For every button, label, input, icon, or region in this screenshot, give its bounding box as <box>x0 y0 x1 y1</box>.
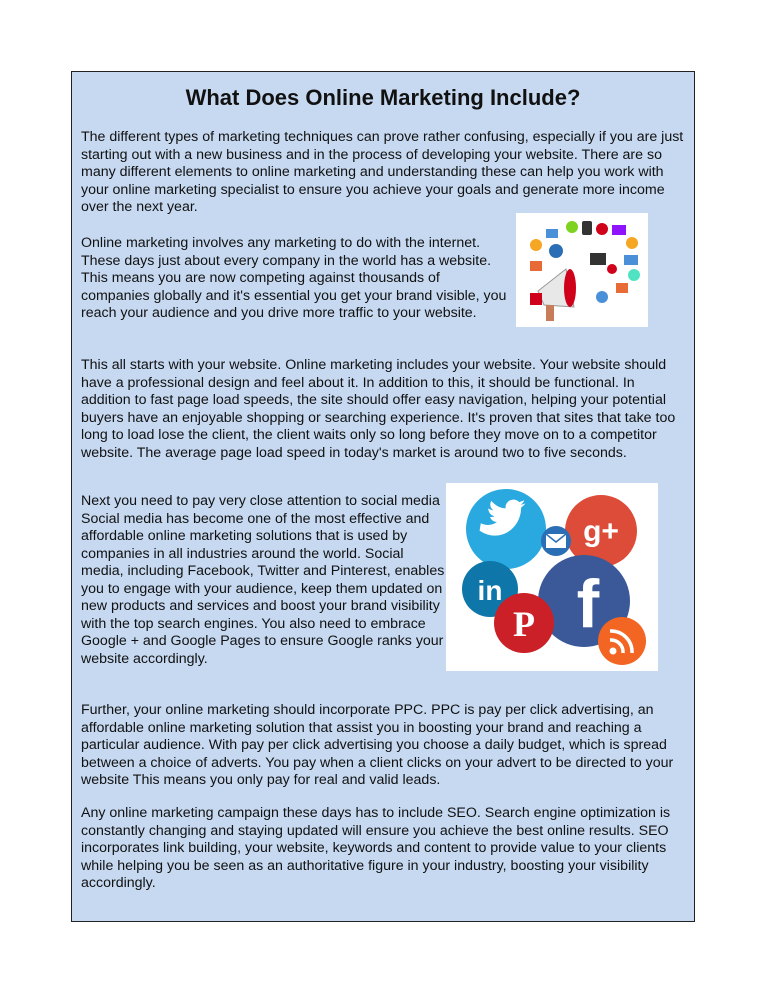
megaphone-graphic <box>516 213 648 327</box>
pinterest-icon <box>494 593 554 653</box>
paragraph-ppc: Further, your online marketing should incorporate PPC. PPC is pay per click advertising, an affordable online marketing solution that assist you in boosting your brand and reaching a particular audience. With pay per click advertising you choose a daily budget, which is spread between a choice of adverts. You pay when a client clicks on your advert to be directed to your website This means you only pay for real and valid leads. <box>81 702 674 788</box>
paragraph-social-media: Next you need to pay very close attention to social media Social media has become one of the most effective and affordable online marketing solutions that is used by companies in all industries around the world. Social media, including Facebook, Twitter and Pinterest, enables you to engage with your audience, keep them updated on new products and services and boost your brand visibility with the top search engines. You also need to embrace Google + and Google Pages to ensure Google ranks your website accordingly. <box>81 493 445 667</box>
paragraph-intro: The different types of marketing techniques can prove rather confusing, especially if you are just starting out with a new business and in the process of developing your website. There are so many different elements to online marketing and understanding these can help you work with your online marketing specialist to ensure you achieve your goals and generate more income over the next year. <box>81 129 684 215</box>
facebook-label: f <box>576 566 600 642</box>
page-title: What Does Online Marketing Include? <box>185 85 581 110</box>
social-icons-graphic <box>446 483 658 671</box>
paragraph-online-marketing: Online marketing involves any marketing to do with the internet. These days just about every company in the world has a website. This means you are now competing against thousands of companies globally and it's essential you get your brand visible, you reach your audience and you drive more traffic to your website. <box>81 235 507 321</box>
linkedin-label: in <box>477 575 503 606</box>
google-plus-label: g+ <box>583 515 619 548</box>
marketing-megaphone-illustration <box>516 213 648 327</box>
rss-icon <box>598 617 646 665</box>
social-media-icons-image <box>446 483 658 671</box>
paragraph-seo: Any online marketing campaign these days has to include SEO. Search engine optimization is constantly changing and staying updated will ensure you achieve the best online results. SEO incorporates link building, your website, keywords and content to provide value to your clients while helping you be seen as an authoritative figure in your industry, boosting your visibility accordingly. <box>81 805 671 891</box>
email-icon <box>541 526 571 556</box>
twitter-icon <box>466 489 546 569</box>
content-panel <box>71 71 695 922</box>
pinterest-label: P <box>513 604 535 644</box>
paragraph-website: This all starts with your website. Online marketing includes your website. Your website should have a professional design and feel about it. In addition to this, it should be functional. In addition to fast page load speeds, the site should offer easy navigation, helping your potential buyers have an enjoyable shopping or searching experience. It's proven that sites that take too long to load lose the client, the client waits only so long before they move on to a competitor website. The average page load speed in today's market is around two to five seconds. <box>81 357 676 461</box>
